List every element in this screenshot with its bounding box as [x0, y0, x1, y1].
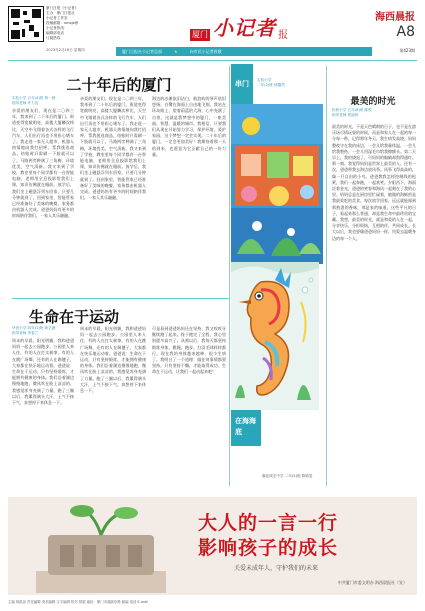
article-byline — [12, 326, 72, 336]
masthead-suffix: 报 — [278, 30, 288, 41]
byline-line: 实验小学 五年(4)班 林一晨 — [12, 96, 56, 100]
article-body: 最美的时光，不是天色晴朗的日子，也不是在游乐场尽情玩耍的时候，而是和家人在一起的每一分每一秒。记得那年冬天，我生病发高烧，妈妈整夜守在我的床边，一会儿给我量体温，一会儿给我喂药，一会儿用湿毛巾给我擦额头。第二天早上，我的烧退了，可妈妈的眼睛却熬得通红。那一刻，我觉得妈妈是世界上最美的人。还有一次，爸爸带我去海边放风筝。风筝飞得高高的，像一只自由的小鸟。爸爸教我怎样控制线的松紧，我们一起奔跑，一起欢笑。夕阳西下，海面泛着金光，爸爸的笑容和海风一起刻在了我的心里。奶奶总是在厨房里忙碌着，她做的海蛎煎是我最爱吃的美食。每次放学回家，远远就能闻到那熟悉的香味，那是家的味道。这些平凡的日子，看起来那么普通，却是我生命中最珍贵的宝藏。我想，最美的时光，就是和爱的人在一起，分享快乐，分担烦恼，互相陪伴，共同成长。长大以后，我也要像爸爸妈妈一样，用爱去温暖身边的每一个人。 — [332, 124, 416, 241]
qr-code — [8, 6, 44, 42]
article-byline — [332, 108, 416, 118]
header-banner — [116, 47, 372, 56]
star-icon: ★ — [174, 49, 178, 54]
ad-signature: 中共厦门市委文明办 海西晨报社（宣） — [337, 580, 407, 585]
public-service-ad — [8, 497, 417, 595]
ad-headline-line: 影响孩子的成长 — [198, 537, 339, 559]
gallery-side-tag: 在海海底 — [231, 410, 261, 446]
info-line: 编辑部电话 — [46, 31, 64, 35]
gallery-caption: 翼佳演艺中学 二年(5)班 陈锦雯 — [262, 474, 313, 478]
brand-logo: 海西晨报 — [375, 12, 415, 23]
byline-line: 指导老师 许力达 — [12, 101, 39, 105]
children-drawing-garden — [231, 104, 323, 264]
article-title: 二十年后的厦门 — [66, 76, 172, 94]
info-line: 订阅热线 — [46, 36, 61, 40]
banner-item: 厦门日报社小记者总部 — [122, 49, 162, 54]
author-line: 二年(2)班 林馨然 — [257, 83, 285, 87]
article-title: 最美的时光 — [350, 97, 396, 107]
article-body: 海边的沙滩依旧洁白，鼓浪屿的琴声依旧悠扬，白鹭在海面上自由地飞翔。我站在环岛路上，望着蔚蓝的大海，心中充满了自豪。这就是我梦想中的厦门，一座美丽、智慧、温暖的城市。我相信，只要我们从现在开始努力学习，保护环境，爱护家园，这个梦想一定会实现。二十年后的厦门，一定会更加美好！我期待着那一天的到来，也愿意为它贡献自己的一份力量。 — [152, 96, 226, 157]
article-body: 周末的早晨，阳光明媚，我和爸爸妈妈一起去公园跑步。公园里人来人往，有的人在打太极拳，有的人在跳广场舞，还有的人在踢毽子，大家都在快乐地运动着。爸爸说：生命在于运动，只有坚持锻炼，才能拥有健康的身体。我们沿着湖边慢慢地跑，微风吹在脸上凉凉的，我感觉浑身充满了力量。跑了三圈以后，我累得满头大汗，上气不接下气，真想停下来休息一下。 — [12, 338, 74, 406]
gallery-tag: 串门 — [231, 64, 253, 104]
gallery-author — [257, 78, 317, 88]
byline-line: 指导老师 李春兰 — [12, 331, 39, 335]
masthead-info — [46, 6, 116, 41]
byline-line: 松柏小学 五年(6)班 陈悦 — [332, 108, 372, 112]
page-number: A8 — [396, 24, 415, 40]
children-drawing-seahorse — [231, 262, 319, 410]
article-body: 亲爱的朋友们，现在是二〇四三年，我来到了二十年后的厦门。街道变得宽敞明亮，高楼大厦鳞次栉比，天空中飞翔着各式各样的飞行汽车，人们出行再也不用担心堵车了。我走进一家无人超市，机器人热情地向我打招呼，帮我挑选商品，结账时只需刷一下脸就可以了。马路两旁种满了三角梅，环境优美，空气清新。我又来到了学校，教室里每个同学都有一台智能电脑，老师用全息投影给我们上课，知识仿佛就在眼前。放学后，我们坐上磁悬浮列车回家，只要几分钟就到了。回到家里，智能管家已经准备好了美味的晚餐，家务都由机器人完成。爸爸妈妈有更多的时间陪伴我们，一家人其乐融融。 — [80, 96, 146, 201]
ad-headline-line: 大人的一言一行 — [198, 512, 339, 534]
info-line: 厦门日报《小记者》 — [46, 6, 79, 10]
issue-date: 2023年2月16日 星期四 — [46, 48, 85, 52]
article-body: 周末的早晨，阳光明媚，我和爸爸妈妈一起去公园跑步。公园里人来人往，有的人在打太极拳，有的人在跳广场舞，还有的人在踢毽子，大家都在快乐地运动着。爸爸说：生命在于运动，只有坚持锻炼，才能拥有健康的身体。我们沿着湖边慢慢地跑，微风吹在脸上凉凉的，我感觉浑身充满了力量。跑了三圈以后，我累得满头大汗，上气不接下气，真想停下来休息一下。 — [80, 326, 146, 394]
section-rule — [12, 298, 229, 299]
byline-line: 指导老师 郑丽萍 — [332, 113, 359, 117]
ad-headline — [198, 511, 338, 561]
header-rule — [8, 60, 417, 61]
article-title: 生命在于运动 — [28, 308, 119, 326]
ad-subtitle: 关爱未成年人，守护我们的未来 — [234, 565, 319, 572]
masthead — [190, 5, 288, 41]
info-line: 投稿邮箱：xmxjz@ — [46, 21, 79, 25]
author-line: 实验小学 — [257, 78, 272, 82]
info-line: 主办：厦门日报社 — [46, 11, 75, 15]
issue-number: 第423期 — [399, 48, 415, 53]
footer-credits: 主编 林凯泉 责任编辑 美术编辑 文字编辑 校对 排版 地址：厦门市湖滨东路 邮编 电话 E-mail — [8, 600, 149, 604]
sprout-illustration-icon — [26, 501, 176, 593]
masthead-city: 厦门 — [192, 30, 208, 39]
column-divider — [229, 66, 230, 486]
masthead-title: 小记者 — [213, 16, 276, 40]
banner-item: 向市民小记者致敬 — [189, 49, 222, 54]
byline-line: 华昌小学 四年(1)班 黄艺涵 — [12, 326, 56, 330]
article-body: 亲爱的朋友们，现在是二〇四三年，我来到了二十年后的厦门。街道变得宽敞明亮，高楼大厦鳞次栉比，天空中飞翔着各式各样的飞行汽车，人们出行再也不用担心堵车了。我走进一家无人超市，机器人热情地向我打招呼，帮我挑选商品，结账时只需刷一下脸就可以了。马路两旁种满了三角梅，环境优美，空气清新。我又来到了学校，教室里每个同学都有一台智能电脑，老师用全息投影给我们上课，知识仿佛就在眼前。放学后，我们坐上磁悬浮列车回家，只要几分钟就到了。回到家里，智能管家已经准备好了美味的晚餐，家务都由机器人完成。爸爸妈妈有更多的时间陪伴我们，一家人其乐融融。 — [12, 108, 74, 219]
article-body: 可是看到爸爸妈妈还在坚持，我又咬咬牙继续跑了起来。终于跑完了全程，我心里别提多高兴了。从那以后，我每天都坚持锻炼身体，跳绳、跑步、打羽毛球样样都行。现在我的身体越来越棒，很少生病了。我明白了一个道理：做任何事情都要坚持，只有坚持不懈，才能取得成功。生命在于运动，让我们一起动起来吧！ — [152, 326, 226, 375]
article-byline — [12, 96, 72, 106]
column-divider — [326, 66, 327, 486]
info-line: 小记者热线： — [46, 26, 68, 30]
info-line: 小记者工作室 — [46, 16, 68, 20]
